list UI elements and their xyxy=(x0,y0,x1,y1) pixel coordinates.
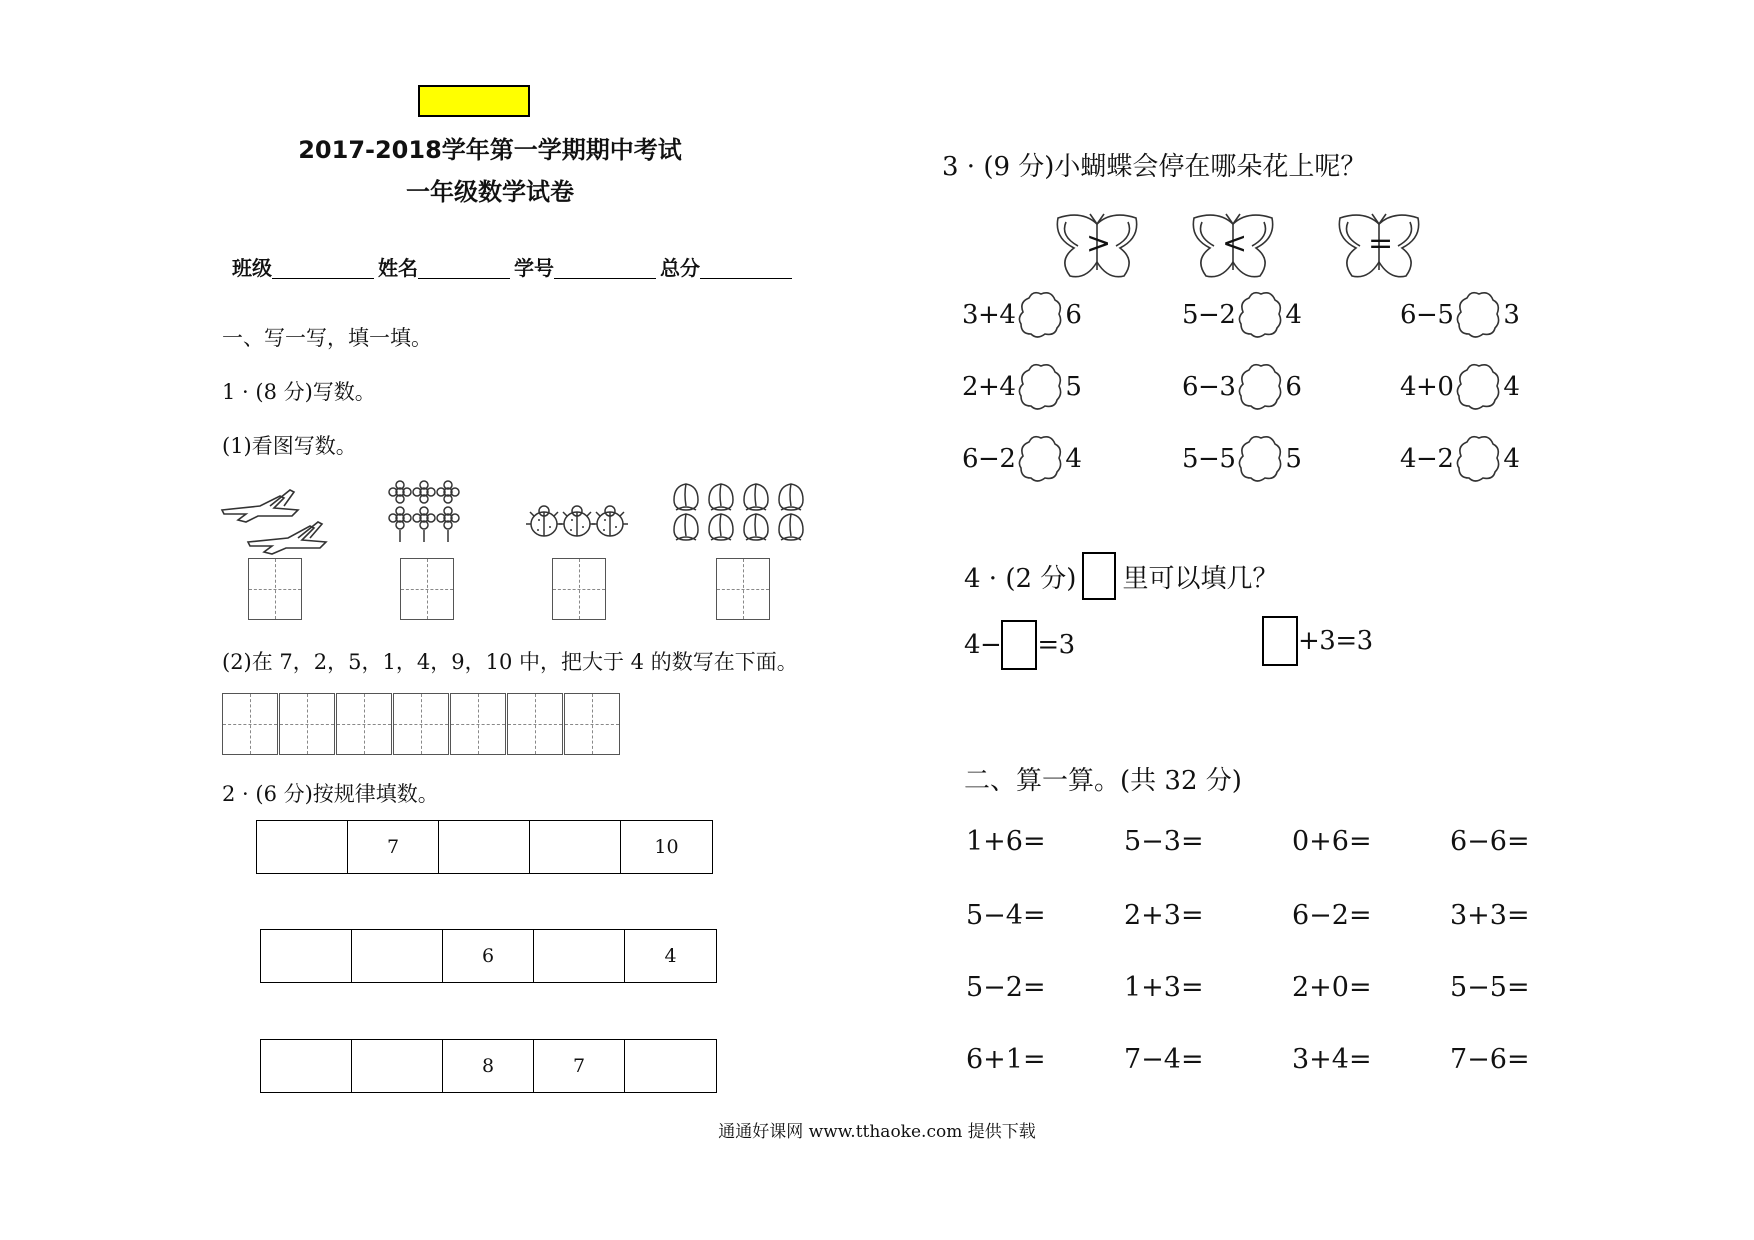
comparison-expression xyxy=(1400,290,1519,340)
section2-heading: 二、算一算。(共 32 分) xyxy=(964,766,1242,796)
flower-icon[interactable] xyxy=(1237,290,1283,340)
butterfly-less xyxy=(1188,210,1278,288)
q4-expr2-suffix: +3=3 xyxy=(1298,626,1373,656)
sequence-cell[interactable]: 4 xyxy=(664,945,677,967)
answer-grid-row xyxy=(222,693,621,755)
sequence-cell[interactable] xyxy=(261,930,352,982)
q3-label: 3 · (9 分)小蝴蝶会停在哪朵花上呢？ xyxy=(942,152,1367,182)
airplanes-picture xyxy=(218,486,333,558)
comparison-expression xyxy=(1400,362,1519,412)
ladybugs-picture xyxy=(526,500,628,544)
calc-problem[interactable]: 6−6= xyxy=(1450,826,1530,857)
info-label-id: 学号 xyxy=(514,256,554,280)
flowers-picture xyxy=(388,478,460,548)
flower-icon[interactable] xyxy=(1455,362,1501,412)
flower-icon[interactable] xyxy=(1017,290,1063,340)
butterfly-greater xyxy=(1052,210,1142,288)
calc-problem[interactable]: 3+3= xyxy=(1450,900,1530,931)
q2-label: 2 · (6 分)按规律填数。 xyxy=(222,782,439,806)
flower-icon[interactable] xyxy=(1017,362,1063,412)
comparison-expression xyxy=(962,434,1081,484)
comparison-expression xyxy=(962,290,1081,340)
answer-cell-flowers[interactable] xyxy=(400,558,454,620)
sequence-cell[interactable]: 8 xyxy=(443,1040,534,1092)
calc-problem[interactable]: 2+3= xyxy=(1124,900,1204,931)
calc-problem[interactable]: 0+6= xyxy=(1292,826,1372,857)
q4-expr1-suffix: =3 xyxy=(1037,630,1075,660)
sequence-row-2 xyxy=(260,929,717,983)
answer-grid-cell[interactable] xyxy=(336,693,392,755)
sequence-cell[interactable]: 10 xyxy=(654,836,679,858)
calc-problem[interactable]: 7−6= xyxy=(1450,1044,1530,1075)
comparison-right: 6 xyxy=(1285,372,1302,402)
calc-problem[interactable]: 1+6= xyxy=(966,826,1046,857)
flower-icon[interactable] xyxy=(1455,434,1501,484)
id-blank[interactable] xyxy=(554,252,656,279)
answer-cell-peaches[interactable] xyxy=(716,558,770,620)
comparison-expression xyxy=(1182,362,1301,412)
answer-grid-cell[interactable] xyxy=(222,693,278,755)
answer-cell-ladybugs[interactable] xyxy=(552,558,606,620)
butterfly-symbol: = xyxy=(1368,226,1394,261)
sequence-cell[interactable] xyxy=(352,930,443,982)
q4-label-prefix: 4 · (2 分) xyxy=(964,563,1077,594)
q1-label: 1 · (8 分)写数。 xyxy=(222,380,376,404)
sequence-cell[interactable]: 6 xyxy=(443,930,534,982)
butterfly-symbol: < xyxy=(1222,226,1248,261)
flower-icon[interactable] xyxy=(1237,434,1283,484)
answer-grid-cell[interactable] xyxy=(450,693,506,755)
q1-part1: (1)看图写数。 xyxy=(222,434,357,458)
flower-icon[interactable] xyxy=(1017,434,1063,484)
comparison-expression xyxy=(1182,434,1301,484)
butterfly-equal xyxy=(1334,210,1424,288)
comparison-right: 5 xyxy=(1065,372,1082,402)
sequence-row-1 xyxy=(256,820,713,874)
highlight-box xyxy=(418,85,530,117)
q4-answer-box-2[interactable] xyxy=(1262,616,1298,666)
answer-cell-airplanes[interactable] xyxy=(248,558,302,620)
sequence-cell[interactable] xyxy=(352,1040,443,1092)
comparison-expression xyxy=(962,362,1081,412)
calc-problem[interactable]: 5−4= xyxy=(966,900,1046,931)
comparison-left: 6−5 xyxy=(1400,300,1454,330)
comparison-left: 5−2 xyxy=(1182,300,1236,330)
info-label-score: 总分 xyxy=(660,256,700,280)
comparison-left: 2+4 xyxy=(962,372,1016,402)
comparison-left: 6−3 xyxy=(1182,372,1236,402)
comparison-expression xyxy=(1400,434,1519,484)
flower-icon[interactable] xyxy=(1455,290,1501,340)
q4-expression-2 xyxy=(1262,616,1373,666)
answer-grid-cell[interactable] xyxy=(393,693,449,755)
butterfly-symbol: > xyxy=(1086,226,1112,261)
comparison-right: 5 xyxy=(1285,444,1302,474)
calc-problem[interactable]: 6−2= xyxy=(1292,900,1372,931)
calc-problem[interactable]: 2+0= xyxy=(1292,972,1372,1003)
calc-problem[interactable]: 5−5= xyxy=(1450,972,1530,1003)
sequence-cell[interactable]: 7 xyxy=(534,1040,625,1092)
comparison-left: 4+0 xyxy=(1400,372,1454,402)
name-blank[interactable] xyxy=(418,252,510,279)
q4-label-suffix: 里可以填几？ xyxy=(1122,563,1279,594)
calc-problem[interactable]: 7−4= xyxy=(1124,1044,1204,1075)
comparison-left: 4−2 xyxy=(1400,444,1454,474)
comparison-left: 3+4 xyxy=(962,300,1016,330)
q4-expr1-prefix: 4− xyxy=(964,630,1002,660)
calc-problem[interactable]: 3+4= xyxy=(1292,1044,1372,1075)
exam-subtitle: 一年级数学试卷 xyxy=(406,178,574,206)
q4-label xyxy=(964,552,1278,600)
comparison-right: 6 xyxy=(1065,300,1082,330)
footer-credit: 通通好课网 www.tthaoke.com 提供下载 xyxy=(718,1122,1036,1142)
calc-problem[interactable]: 1+3= xyxy=(1124,972,1204,1003)
comparison-expression xyxy=(1182,290,1301,340)
student-info-row xyxy=(232,252,796,281)
q4-label-box xyxy=(1082,552,1116,600)
peaches-picture xyxy=(670,480,818,544)
comparison-right: 3 xyxy=(1503,300,1520,330)
exam-title: 2017-2018学年第一学期期中考试 xyxy=(298,136,682,164)
sequence-cell[interactable] xyxy=(257,821,348,873)
comparison-left: 6−2 xyxy=(962,444,1016,474)
sequence-cell[interactable] xyxy=(534,930,625,982)
calc-problem[interactable]: 5−2= xyxy=(966,972,1046,1003)
section1-heading: 一、写一写，填一填。 xyxy=(222,326,432,350)
sequence-cell[interactable] xyxy=(261,1040,352,1092)
sequence-cell[interactable]: 7 xyxy=(348,821,439,873)
info-label-class: 班级 xyxy=(232,256,272,280)
class-blank[interactable] xyxy=(272,252,374,279)
comparison-right: 4 xyxy=(1065,444,1082,474)
answer-grid-cell[interactable] xyxy=(564,693,620,755)
q4-expression-1 xyxy=(964,620,1075,670)
info-label-name: 姓名 xyxy=(378,256,418,280)
q1-part2: (2)在 7，2，5，1，4，9，10 中，把大于 4 的数写在下面。 xyxy=(222,650,798,674)
q4-answer-box-1[interactable] xyxy=(1001,620,1037,670)
comparison-right: 4 xyxy=(1285,300,1302,330)
comparison-right: 4 xyxy=(1503,444,1520,474)
comparison-left: 5−5 xyxy=(1182,444,1236,474)
answer-grid-cell[interactable] xyxy=(507,693,563,755)
flower-icon[interactable] xyxy=(1237,362,1283,412)
sequence-cell[interactable] xyxy=(530,821,621,873)
answer-grid-cell[interactable] xyxy=(279,693,335,755)
sequence-cell[interactable] xyxy=(625,1040,716,1092)
sequence-cell[interactable] xyxy=(439,821,530,873)
score-blank[interactable] xyxy=(700,252,792,279)
calc-problem[interactable]: 5−3= xyxy=(1124,826,1204,857)
comparison-right: 4 xyxy=(1503,372,1520,402)
calc-problem[interactable]: 6+1= xyxy=(966,1044,1046,1075)
sequence-row-3 xyxy=(260,1039,717,1093)
